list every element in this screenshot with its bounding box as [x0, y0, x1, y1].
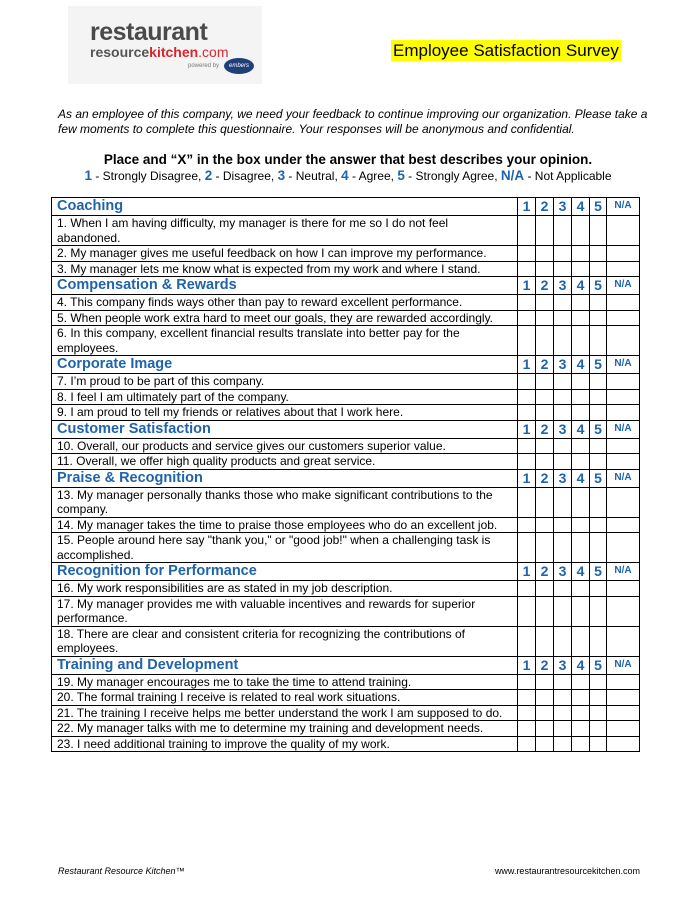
answer-box[interactable]: [572, 596, 590, 626]
scale-header: N/A: [607, 563, 640, 581]
footer-brand: Restaurant Resource Kitchen™: [58, 866, 185, 876]
section-header-row: [52, 356, 640, 374]
answer-box[interactable]: [590, 438, 607, 454]
answer-box[interactable]: [518, 690, 536, 706]
question-row: [52, 690, 640, 706]
answer-box[interactable]: [607, 454, 640, 470]
scale-header: 4: [572, 356, 590, 374]
answer-box[interactable]: [572, 674, 590, 690]
legend-key: 2: [204, 168, 213, 183]
legend-text: - Not Applicable: [524, 169, 612, 183]
answer-box[interactable]: [572, 626, 590, 656]
answer-box[interactable]: [518, 389, 536, 405]
answer-box[interactable]: [536, 705, 554, 721]
answer-box[interactable]: [572, 721, 590, 737]
answer-box[interactable]: [518, 295, 536, 311]
question-row: [52, 310, 640, 326]
answer-box[interactable]: [572, 517, 590, 533]
answer-box[interactable]: [607, 533, 640, 563]
question-row: [52, 454, 640, 470]
answer-box[interactable]: [536, 438, 554, 454]
answer-box[interactable]: [590, 626, 607, 656]
answer-box[interactable]: [572, 216, 590, 246]
partner-logo: embers: [224, 58, 254, 74]
answer-box[interactable]: [536, 674, 554, 690]
answer-box[interactable]: [607, 295, 640, 311]
answer-box[interactable]: [536, 310, 554, 326]
answer-box[interactable]: [554, 246, 572, 262]
legend-text: - Strongly Disagree,: [91, 169, 205, 183]
question-row: [52, 246, 640, 262]
question-text: 19. My manager encourages me to take the time to attend training.: [52, 674, 518, 690]
question-text: 18. There are clear and consistent criteria for recognizing the contributions of employees.: [52, 626, 518, 656]
section-header-row: [52, 198, 640, 216]
answer-box[interactable]: [590, 374, 607, 390]
scale-header: 2: [536, 563, 554, 581]
answer-box[interactable]: [518, 454, 536, 470]
answer-box[interactable]: [554, 389, 572, 405]
answer-box[interactable]: [536, 216, 554, 246]
answer-box[interactable]: [590, 295, 607, 311]
scale-header: 5: [590, 420, 607, 438]
section-header-row: [52, 277, 640, 295]
answer-box[interactable]: [572, 261, 590, 277]
question-text: 20. The formal training I receive is related to real work situations.: [52, 690, 518, 706]
answer-box[interactable]: [590, 405, 607, 421]
answer-box[interactable]: [554, 690, 572, 706]
answer-box[interactable]: [518, 374, 536, 390]
answer-box[interactable]: [590, 326, 607, 356]
legend-text: - Agree,: [348, 169, 398, 183]
answer-box[interactable]: [554, 533, 572, 563]
logo-wordmark: restaurant: [90, 18, 208, 46]
answer-box[interactable]: [607, 405, 640, 421]
footer-url: www.restaurantresourcekitchen.com: [494, 866, 640, 876]
question-text: 10. Overall, our products and service gives our customers superior value.: [52, 438, 518, 454]
question-row: [52, 438, 640, 454]
answer-box[interactable]: [607, 374, 640, 390]
answer-box[interactable]: [518, 533, 536, 563]
question-text: 13. My manager personally thanks those who make significant contributions to the company.: [52, 487, 518, 517]
scale-header: 2: [536, 198, 554, 216]
answer-box[interactable]: [554, 596, 572, 626]
section-header-row: [52, 656, 640, 674]
answer-box[interactable]: [518, 626, 536, 656]
survey-title: Employee Satisfaction Survey: [393, 41, 619, 60]
scale-header: N/A: [607, 469, 640, 487]
answer-box[interactable]: [536, 721, 554, 737]
legend-key: N/A: [500, 168, 525, 183]
answer-box[interactable]: [590, 246, 607, 262]
scale-header: 4: [572, 277, 590, 295]
answer-box[interactable]: [572, 487, 590, 517]
question-text: 22. My manager talks with me to determine my training and development needs.: [52, 721, 518, 737]
answer-box[interactable]: [572, 246, 590, 262]
answer-box[interactable]: [590, 454, 607, 470]
question-row: [52, 326, 640, 356]
answer-box[interactable]: [607, 690, 640, 706]
intro-paragraph: As an employee of this company, we need your feedback to continue improving our organization. Please take a few moments to complete this questionnaire. Your responses will be anonymous and confidential.: [58, 107, 648, 136]
answer-box[interactable]: [590, 736, 607, 752]
answer-box[interactable]: [536, 405, 554, 421]
scale-header: 3: [554, 420, 572, 438]
question-row: [52, 216, 640, 246]
scale-header: 5: [590, 469, 607, 487]
answer-box[interactable]: [518, 216, 536, 246]
answer-box[interactable]: [607, 246, 640, 262]
answer-box[interactable]: [536, 261, 554, 277]
answer-box[interactable]: [554, 374, 572, 390]
answer-box[interactable]: [572, 736, 590, 752]
answer-box[interactable]: [518, 596, 536, 626]
rating-legend: [0, 168, 696, 184]
answer-box[interactable]: [590, 690, 607, 706]
scale-header: 3: [554, 198, 572, 216]
answer-box[interactable]: [607, 389, 640, 405]
answer-box[interactable]: [518, 674, 536, 690]
scale-header: 5: [590, 277, 607, 295]
answer-box[interactable]: [572, 310, 590, 326]
answer-box[interactable]: [536, 690, 554, 706]
question-text: 7. I’m proud to be part of this company.: [52, 374, 518, 390]
company-logo: [68, 6, 262, 84]
answer-box[interactable]: [607, 487, 640, 517]
question-text: 9. I am proud to tell my friends or relatives about that I work here.: [52, 405, 518, 421]
answer-box[interactable]: [554, 454, 572, 470]
answer-box[interactable]: [590, 674, 607, 690]
question-row: [52, 581, 640, 597]
scale-header: 2: [536, 356, 554, 374]
scale-header: 3: [554, 356, 572, 374]
question-row: [52, 705, 640, 721]
section-title: Training and Development: [52, 656, 518, 674]
scale-header: 4: [572, 198, 590, 216]
answer-box[interactable]: [536, 596, 554, 626]
scale-header: 2: [536, 420, 554, 438]
section-title: Compensation & Rewards: [52, 277, 518, 295]
answer-box[interactable]: [572, 405, 590, 421]
answer-box[interactable]: [536, 374, 554, 390]
question-text: 4. This company finds ways other than pay to reward excellent performance.: [52, 295, 518, 311]
answer-box[interactable]: [590, 261, 607, 277]
scale-header: N/A: [607, 277, 640, 295]
answer-box[interactable]: [536, 454, 554, 470]
answer-box[interactable]: [518, 581, 536, 597]
answer-box[interactable]: [607, 736, 640, 752]
legend-text: - Strongly Agree,: [404, 169, 501, 183]
answer-box[interactable]: [607, 581, 640, 597]
answer-box[interactable]: [572, 690, 590, 706]
answer-box[interactable]: [590, 533, 607, 563]
question-row: [52, 487, 640, 517]
scale-header: 2: [536, 469, 554, 487]
scale-header: 3: [554, 469, 572, 487]
answer-box[interactable]: [572, 374, 590, 390]
answer-box[interactable]: [572, 705, 590, 721]
answer-box[interactable]: [572, 389, 590, 405]
scale-header: 1: [518, 469, 536, 487]
question-row: [52, 517, 640, 533]
answer-box[interactable]: [554, 581, 572, 597]
question-row: [52, 389, 640, 405]
answer-box[interactable]: [554, 405, 572, 421]
answer-box[interactable]: [536, 487, 554, 517]
question-text: 2. My manager gives me useful feedback on how I can improve my performance.: [52, 246, 518, 262]
answer-box[interactable]: [590, 721, 607, 737]
question-text: 23. I need additional training to improve the quality of my work.: [52, 736, 518, 752]
answer-box[interactable]: [554, 517, 572, 533]
answer-box[interactable]: [607, 261, 640, 277]
answer-box[interactable]: [607, 626, 640, 656]
answer-box[interactable]: [536, 246, 554, 262]
answer-box[interactable]: [518, 310, 536, 326]
scale-header: N/A: [607, 356, 640, 374]
answer-box[interactable]: [572, 326, 590, 356]
legend-key: 5: [397, 168, 405, 183]
answer-box[interactable]: [607, 326, 640, 356]
question-row: [52, 295, 640, 311]
answer-box[interactable]: [607, 310, 640, 326]
answer-box[interactable]: [607, 674, 640, 690]
question-text: 14. My manager takes the time to praise those employees who do an excellent job.: [52, 517, 518, 533]
answer-box[interactable]: [554, 295, 572, 311]
scale-header: 1: [518, 356, 536, 374]
answer-box[interactable]: [572, 581, 590, 597]
scale-header: 4: [572, 469, 590, 487]
answer-box[interactable]: [518, 261, 536, 277]
legend-key: 4: [341, 168, 349, 183]
answer-box[interactable]: [554, 487, 572, 517]
answer-box[interactable]: [607, 721, 640, 737]
answer-box[interactable]: [590, 310, 607, 326]
question-row: [52, 596, 640, 626]
question-text: 11. Overall, we offer high quality products and great service.: [52, 454, 518, 470]
question-row: [52, 626, 640, 656]
logo-subline: resourcekitchen.com: [90, 44, 229, 60]
question-text: 17. My manager provides me with valuable incentives and rewards for superior performance.: [52, 596, 518, 626]
answer-box[interactable]: [572, 295, 590, 311]
answer-box[interactable]: [518, 405, 536, 421]
answer-box[interactable]: [536, 736, 554, 752]
scale-header: 1: [518, 277, 536, 295]
section-title: Recognition for Performance: [52, 563, 518, 581]
scale-header: 1: [518, 198, 536, 216]
answer-box[interactable]: [607, 517, 640, 533]
scale-header: 2: [536, 277, 554, 295]
instruction-text: Place and “X” in the box under the answer that best describes your opinion.: [103, 152, 593, 167]
scale-header: 5: [590, 356, 607, 374]
answer-box[interactable]: [554, 674, 572, 690]
answer-box[interactable]: [607, 705, 640, 721]
legend-key: 3: [277, 168, 286, 183]
question-row: [52, 736, 640, 752]
scale-header: 3: [554, 656, 572, 674]
answer-box[interactable]: [607, 596, 640, 626]
legend-key: 1: [84, 168, 92, 183]
answer-box[interactable]: [518, 246, 536, 262]
question-text: 1. When I am having difficulty, my manager is there for me so I do not feel abandoned.: [52, 216, 518, 246]
question-row: [52, 721, 640, 737]
section-title: Praise & Recognition: [52, 469, 518, 487]
answer-box[interactable]: [518, 326, 536, 356]
answer-box[interactable]: [572, 438, 590, 454]
answer-box[interactable]: [518, 517, 536, 533]
legend-text: - Neutral,: [285, 169, 342, 183]
scale-header: N/A: [607, 198, 640, 216]
answer-box[interactable]: [536, 626, 554, 656]
question-text: 15. People around here say "thank you," or "good job!" when a challenging task is accomplished.: [52, 533, 518, 563]
section-header-row: [52, 563, 640, 581]
scale-header: 4: [572, 563, 590, 581]
answer-box[interactable]: [590, 581, 607, 597]
scale-header: 3: [554, 563, 572, 581]
scale-header: 5: [590, 656, 607, 674]
answer-box[interactable]: [536, 533, 554, 563]
answer-box[interactable]: [554, 721, 572, 737]
answer-box[interactable]: [572, 454, 590, 470]
scale-header: 5: [590, 198, 607, 216]
answer-box[interactable]: [607, 438, 640, 454]
scale-header: 3: [554, 277, 572, 295]
answer-box[interactable]: [554, 310, 572, 326]
answer-box[interactable]: [607, 216, 640, 246]
question-text: 16. My work responsibilities are as stated in my job description.: [52, 581, 518, 597]
logo-powered-by: powered by: [188, 63, 220, 69]
question-row: [52, 405, 640, 421]
section-header-row: [52, 469, 640, 487]
answer-box[interactable]: [590, 389, 607, 405]
question-row: [52, 533, 640, 563]
scale-header: 1: [518, 656, 536, 674]
answer-box[interactable]: [518, 438, 536, 454]
answer-box[interactable]: [536, 295, 554, 311]
answer-box[interactable]: [590, 517, 607, 533]
answer-box[interactable]: [518, 721, 536, 737]
answer-box[interactable]: [536, 389, 554, 405]
section-title: Coaching: [52, 198, 518, 216]
section-header-row: [52, 420, 640, 438]
answer-box[interactable]: [554, 705, 572, 721]
scale-header: N/A: [607, 656, 640, 674]
scale-header: 4: [572, 656, 590, 674]
scale-header: 1: [518, 420, 536, 438]
answer-box[interactable]: [536, 581, 554, 597]
section-title: Customer Satisfaction: [52, 420, 518, 438]
question-text: 6. In this company, excellent financial results translate into better pay for the employees.: [52, 326, 518, 356]
question-row: [52, 674, 640, 690]
section-title: Corporate Image: [52, 356, 518, 374]
scale-header: 5: [590, 563, 607, 581]
legend-text: - Disagree,: [212, 169, 278, 183]
question-text: 8. I feel I am ultimately part of the company.: [52, 389, 518, 405]
answer-box[interactable]: [554, 326, 572, 356]
scale-header: 1: [518, 563, 536, 581]
answer-box[interactable]: [554, 438, 572, 454]
scale-header: 2: [536, 656, 554, 674]
survey-table: [51, 197, 640, 752]
answer-box[interactable]: [536, 326, 554, 356]
scale-header: N/A: [607, 420, 640, 438]
answer-box[interactable]: [554, 736, 572, 752]
answer-box[interactable]: [590, 705, 607, 721]
answer-box[interactable]: [518, 705, 536, 721]
question-row: [52, 374, 640, 390]
question-row: [52, 261, 640, 277]
answer-box[interactable]: [590, 216, 607, 246]
question-text: 5. When people work extra hard to meet our goals, they are rewarded accordingly.: [52, 310, 518, 326]
answer-box[interactable]: [518, 736, 536, 752]
answer-box[interactable]: [554, 216, 572, 246]
question-text: 21. The training I receive helps me better understand the work I am supposed to do.: [52, 705, 518, 721]
answer-box[interactable]: [554, 261, 572, 277]
question-text: 3. My manager lets me know what is expected from my work and where I stand.: [52, 261, 518, 277]
scale-header: 4: [572, 420, 590, 438]
answer-box[interactable]: [536, 517, 554, 533]
answer-box[interactable]: [554, 626, 572, 656]
answer-box[interactable]: [518, 487, 536, 517]
answer-box[interactable]: [590, 596, 607, 626]
answer-box[interactable]: [590, 487, 607, 517]
answer-box[interactable]: [572, 533, 590, 563]
